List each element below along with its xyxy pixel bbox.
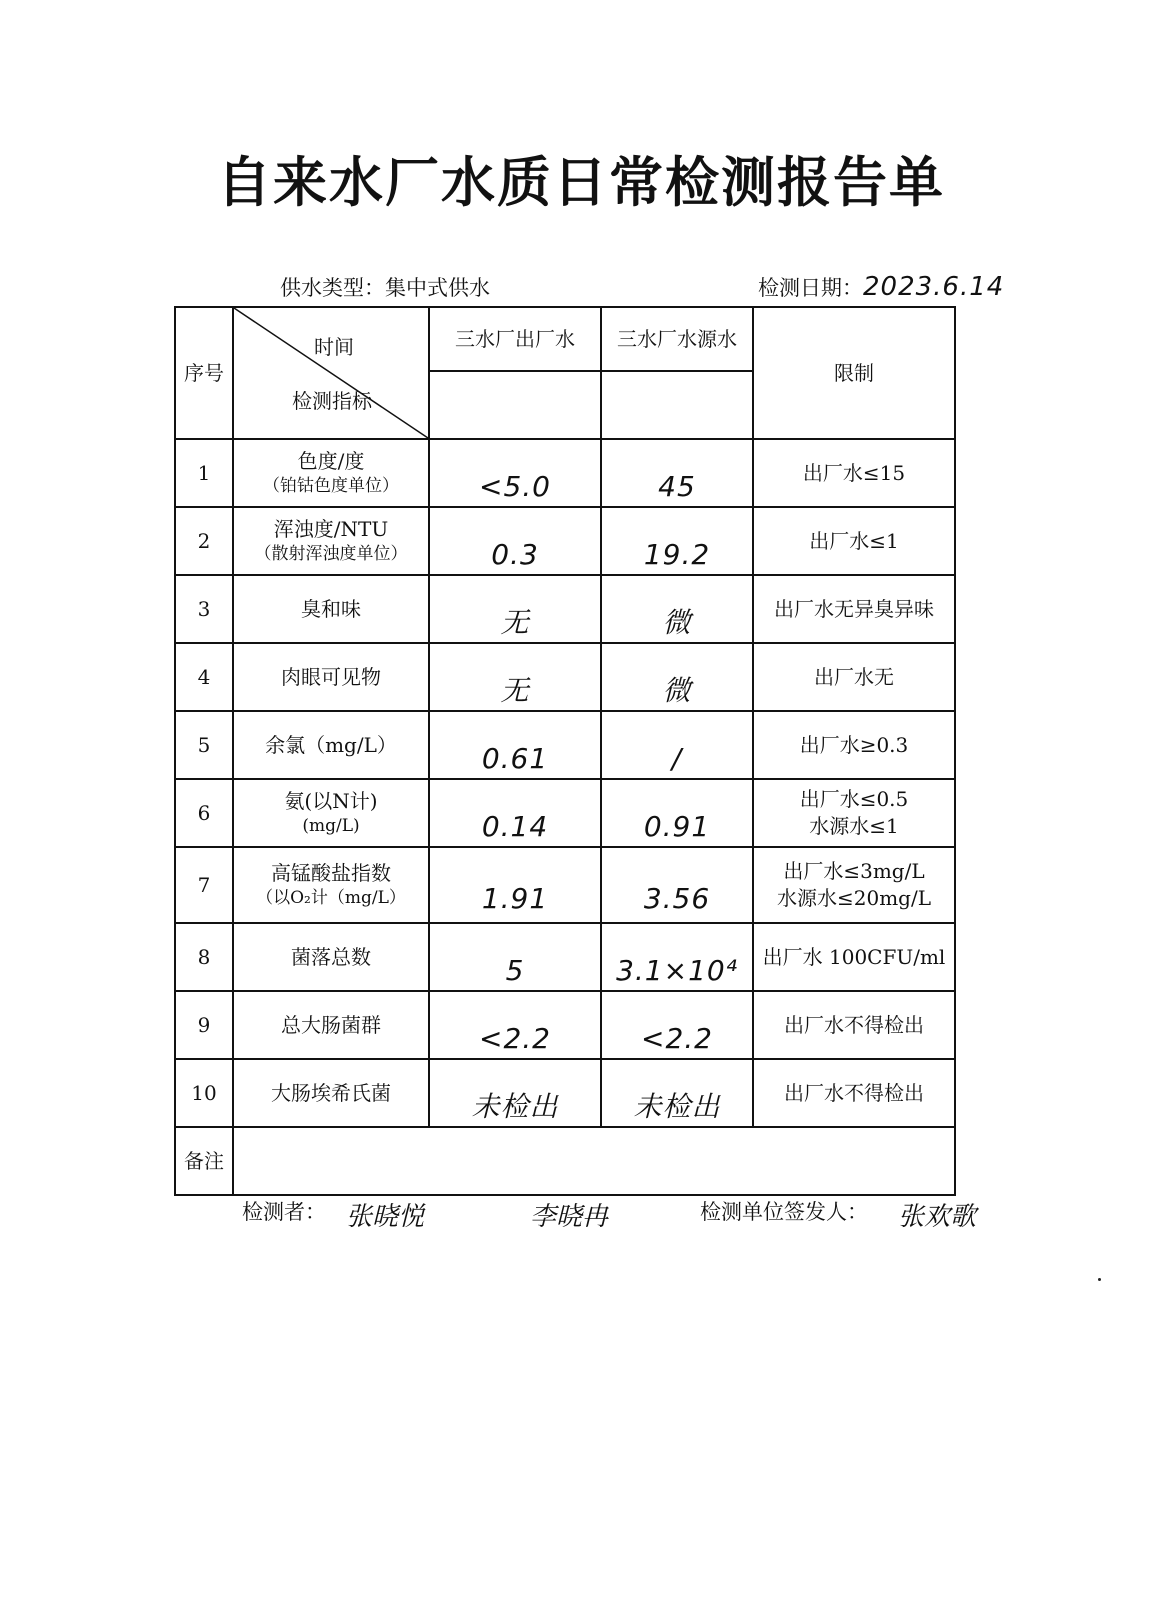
row-value-source-text: 3.1×10⁴	[616, 954, 738, 988]
remark-label: 备注	[175, 1127, 233, 1195]
row-seq-text: 2	[197, 528, 211, 553]
table-row	[175, 1059, 955, 1127]
table-row	[175, 575, 955, 643]
row-seq	[175, 643, 233, 711]
row-value-finished	[429, 923, 601, 991]
row-value-source	[601, 923, 753, 991]
header-col2: 三水厂水源水	[601, 307, 753, 371]
row-value-source-text: 19.2	[643, 538, 711, 572]
row-limit-text-2: 水源水≤20mg/L	[777, 886, 931, 910]
row-value-finished-text: 无	[500, 606, 530, 640]
row-value-source-text: 0.91	[643, 810, 711, 844]
row-seq-text: 5	[197, 732, 211, 757]
row-value-finished	[429, 779, 601, 847]
row-item-name: 氨(以N计)	[284, 789, 378, 814]
row-value-source	[601, 779, 753, 847]
table-row	[175, 507, 955, 575]
table-row	[175, 991, 955, 1059]
row-seq	[175, 779, 233, 847]
row-seq-text: 9	[197, 1012, 211, 1037]
row-seq-text: 8	[197, 944, 211, 969]
row-value-source-text: /	[671, 742, 683, 776]
row-value-source	[601, 507, 753, 575]
row-value-finished-text: 无	[500, 674, 530, 708]
row-item-name: 臭和味	[301, 596, 361, 621]
header-col2-blank	[601, 371, 753, 439]
row-item-name: 色度/度	[297, 449, 365, 474]
row-item-sub: (mg/L)	[302, 816, 360, 837]
row-limit	[753, 923, 955, 991]
row-item-name: 浑浊度/NTU	[273, 517, 389, 542]
row-value-source	[601, 1059, 753, 1127]
remark-value	[233, 1127, 955, 1195]
row-item	[233, 779, 429, 847]
row-item-name: 菌落总数	[291, 944, 371, 969]
row-item	[233, 575, 429, 643]
tester-signature-1: 张晓悦	[346, 1202, 425, 1232]
row-value-source	[601, 439, 753, 507]
row-limit-text: 出厂水≤3mg/L	[783, 859, 925, 883]
row-limit	[753, 1059, 955, 1127]
row-seq	[175, 507, 233, 575]
row-seq	[175, 575, 233, 643]
row-value-source	[601, 711, 753, 779]
row-item-name: 肉眼可见物	[281, 664, 381, 689]
row-value-finished	[429, 575, 601, 643]
row-limit	[753, 643, 955, 711]
row-seq-text: 10	[191, 1080, 217, 1105]
row-value-finished	[429, 991, 601, 1059]
row-limit-text: 出厂水≤15	[802, 460, 906, 485]
row-value-source	[601, 847, 753, 923]
row-seq	[175, 711, 233, 779]
row-item	[233, 847, 429, 923]
table-row	[175, 711, 955, 779]
row-value-finished	[429, 847, 601, 923]
row-limit	[753, 439, 955, 507]
tester-signature-2: 李晓冉	[530, 1202, 609, 1232]
diagonal-line	[234, 308, 428, 438]
tester-label: 检测者：	[242, 1200, 326, 1224]
row-limit	[753, 779, 955, 847]
row-limit-text: 出厂水不得检出	[784, 1080, 924, 1105]
table-row	[175, 779, 955, 847]
row-item-name: 总大肠菌群	[281, 1012, 381, 1037]
row-seq	[175, 923, 233, 991]
row-item-sub: （散射浑浊度单位）	[254, 544, 408, 565]
table-row	[175, 643, 955, 711]
row-seq	[175, 1059, 233, 1127]
report-title: 自来水厂水质日常检测报告单	[217, 151, 945, 214]
row-limit-text: 出厂水 100CFU/ml	[762, 944, 946, 969]
row-item	[233, 923, 429, 991]
header-seq: 序号	[175, 307, 233, 439]
row-limit	[753, 847, 955, 923]
test-date-value: 2023.6.14	[863, 272, 1005, 302]
header-indicator: 检测指标	[292, 389, 372, 413]
row-limit-text: 出厂水≥0.3	[799, 732, 909, 757]
row-seq	[175, 439, 233, 507]
row-value-finished-text: 未检出	[471, 1090, 559, 1124]
row-value-source-text: 微	[662, 674, 692, 708]
row-seq-text: 6	[197, 800, 211, 825]
row-limit-text: 出厂水≤0.5	[799, 787, 909, 811]
row-item-sub: （铂钴色度单位）	[263, 476, 399, 497]
row-limit	[753, 507, 955, 575]
row-value-source-text: 45	[658, 470, 696, 504]
header-diagonal-cell	[233, 307, 429, 439]
row-limit	[753, 711, 955, 779]
row-limit-text: 出厂水无异臭异味	[774, 596, 934, 621]
row-value-finished-text: 0.3	[491, 538, 539, 572]
row-value-finished-text: 5	[505, 954, 525, 988]
row-value-source-text: <2.2	[641, 1022, 713, 1056]
report-table	[174, 306, 956, 1196]
header-time: 时间	[314, 335, 354, 359]
row-limit	[753, 991, 955, 1059]
row-limit-text-2: 水源水≤1	[809, 814, 899, 838]
supply-type: 供水类型：集中式供水	[280, 276, 490, 300]
row-item	[233, 711, 429, 779]
row-value-finished-text: <5.0	[479, 470, 551, 504]
row-item-name: 余氯（mg/L）	[265, 732, 397, 757]
row-limit-text: 出厂水不得检出	[784, 1012, 924, 1037]
test-date	[758, 272, 1004, 302]
row-value-finished-text: <2.2	[479, 1022, 551, 1056]
row-value-finished	[429, 1059, 601, 1127]
row-value-source	[601, 575, 753, 643]
row-limit-text: 出厂水≤1	[809, 528, 899, 553]
row-value-finished	[429, 711, 601, 779]
row-value-finished	[429, 439, 601, 507]
issuer-signature: 张欢歌	[898, 1202, 977, 1232]
row-value-source	[601, 991, 753, 1059]
table-row	[175, 847, 955, 923]
table-row	[175, 923, 955, 991]
row-item	[233, 1059, 429, 1127]
row-value-source	[601, 643, 753, 711]
issuer-label: 检测单位签发人：	[700, 1200, 868, 1224]
row-value-source-text: 未检出	[633, 1090, 721, 1124]
row-seq-text: 4	[197, 664, 211, 689]
row-item	[233, 507, 429, 575]
row-limit-text: 出厂水无	[814, 664, 894, 689]
row-limit	[753, 575, 955, 643]
header-limit: 限制	[753, 307, 955, 439]
header-col1-blank	[429, 371, 601, 439]
row-seq-text: 7	[197, 872, 211, 897]
row-item-sub: （以O₂计（mg/L）	[256, 888, 406, 909]
row-item	[233, 991, 429, 1059]
row-value-source-text: 微	[662, 606, 692, 640]
row-value-finished	[429, 507, 601, 575]
row-seq	[175, 991, 233, 1059]
table-row	[175, 439, 955, 507]
stray-mark	[1098, 1278, 1101, 1281]
row-item-name: 高锰酸盐指数	[271, 861, 391, 886]
row-seq-text: 3	[197, 596, 211, 621]
row-value-finished	[429, 643, 601, 711]
row-value-source-text: 3.56	[643, 882, 711, 916]
row-value-finished-text: 0.61	[481, 742, 549, 776]
row-item-name: 大肠埃希氏菌	[271, 1080, 391, 1105]
row-item	[233, 439, 429, 507]
header-col1: 三水厂出厂水	[429, 307, 601, 371]
row-seq-text: 1	[197, 460, 211, 485]
row-value-finished-text: 1.91	[481, 882, 549, 916]
row-seq	[175, 847, 233, 923]
test-date-label: 检测日期：	[758, 276, 863, 300]
row-item	[233, 643, 429, 711]
row-value-finished-text: 0.14	[481, 810, 549, 844]
